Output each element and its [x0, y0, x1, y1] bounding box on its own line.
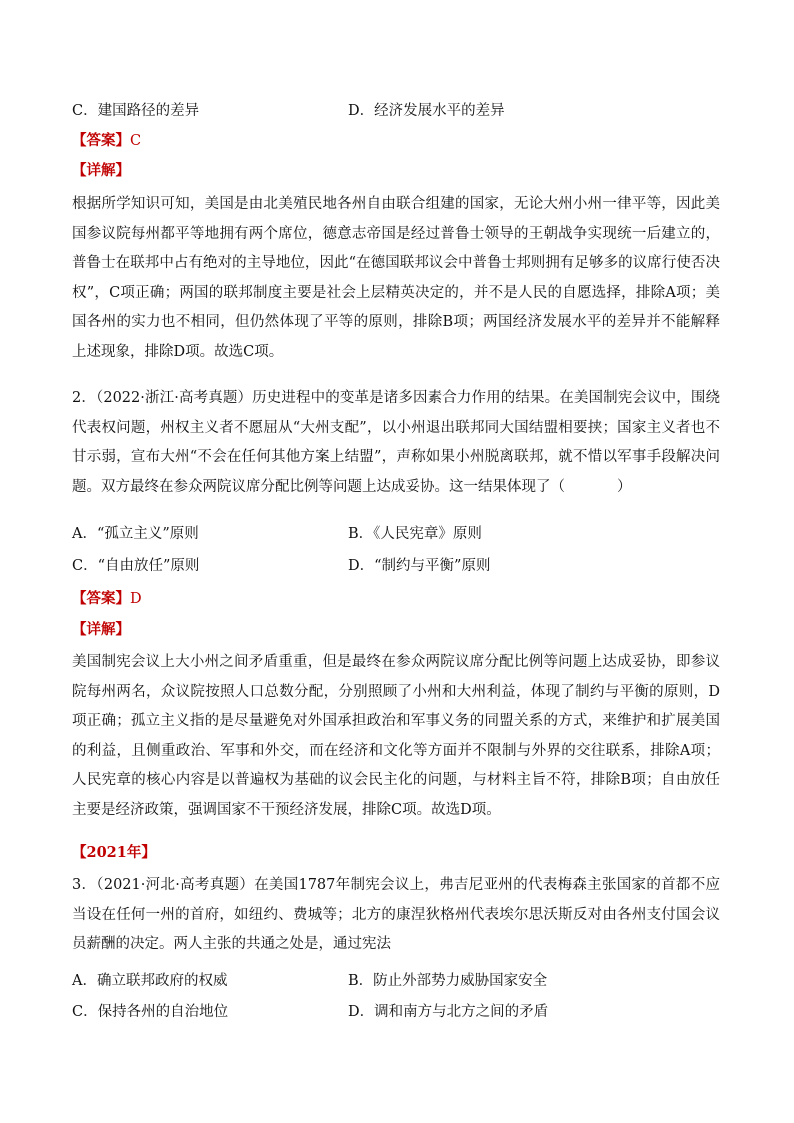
answer-value: C: [130, 133, 142, 149]
q1-option-c: C．建国路径的差异: [72, 103, 200, 119]
q2-answer: [72, 589, 142, 609]
q1-option-d: D．经济发展水平的差异: [348, 103, 505, 119]
q3-option-d: D．调和南方与北方之间的矛盾: [348, 1004, 549, 1020]
q1-detail-text: 根据所学知识可知，美国是由北美殖民地各州自由联合组建的国家，无论大州小州一律平等，因此美国参议院每州都平等地拥有两个席位，德意志帝国是经过普鲁士领导的王朝战争实现统一后建立的，普鲁士在联邦中占有绝对的主导地位，因此“在德国联邦议会中普鲁士邦则拥有足够多的议席行使否决权”，C项正确；两国的联邦制度主要是社会上层精英决定的，并不是人民的自愿选择，排除A项；美国各州的实力也不相同，但仍然体现了平等的原则，排除B项；两国经济发展水平的差异并不能解释上述现象，排除D项。故选C项。: [72, 196, 720, 360]
q1-detail-label: [72, 161, 130, 181]
answer-label: 【答案】: [72, 590, 130, 607]
q2-stem-close: ）: [617, 478, 632, 495]
q2-option-b: B．《人民宪章》原则: [348, 526, 482, 542]
detail-label: 【详解】: [72, 621, 130, 638]
answer-value: D: [130, 591, 142, 607]
q2-option-c: C．“自由放任”原则: [72, 558, 200, 574]
q2-stem-text: 2．（2022·浙江·高考真题）历史进程中的变革是诸多因素合力作用的结果。在美国制宪会议中，围绕代表权问题，州权主义者不愿屈从“大州支配”，以小州退出联邦同大国结盟相要挟；国家主义者也不甘示弱，宣布大州“不会在任何其他方案上结盟”，声称如果小州脱离联邦，就不惜以军事手段解决问题。双方最终在参众两院议席分配比例等问题上达成妥协。这一结果体现了（: [72, 390, 720, 495]
q3-option-a: A．确立联邦政府的权威: [72, 973, 228, 989]
year-heading: [72, 843, 156, 863]
detail-label: 【详解】: [72, 162, 130, 179]
year-label: 【2021年】: [72, 844, 156, 861]
q3-stem: 3．（2021·河北·高考真题）在美国1787年制宪会议上，弗吉尼亚州的代表梅森主张国家的首都不应当设在任何一州的首府，如纽约、费城等；北方的康涅狄格州代表埃尔思沃斯反对由各州支付国会议员薪酬的决定。两人主张的共通之处是，通过宪法: [72, 877, 720, 952]
answer-label: 【答案】: [72, 132, 130, 149]
q2-detail-text: 美国制宪会议上大小州之间矛盾重重，但是最终在参众两院议席分配比例等问题上达成妥协，即参议院每州两名，众议院按照人口总数分配，分别照顾了小州和大州利益，体现了制约与平衡的原则，D项正确；孤立主义指的是尽量避免对外国承担政治和军事义务的同盟关系的方式，来维护和扩展美国的利益，且侧重政治、军事和外交，而在经济和文化等方面并不限制与外界的交往联系，排除A项；人民宪章的核心内容是以普遍权为基础的议会民主化的问题，与材料主旨不符，排除B项；自由放任主要是经济政策，强调国家不干预经济发展，排除C项。故选D项。: [72, 654, 720, 818]
q3-option-b: B．防止外部势力威胁国家安全: [348, 973, 548, 989]
q3-option-c: C．保持各州的自治地位: [72, 1004, 229, 1020]
q2-stem: [72, 384, 720, 502]
q2-option-d: D．“制约与平衡”原则: [348, 558, 491, 574]
q2-option-a: A．“孤立主义”原则: [72, 526, 199, 542]
q2-detail-label: [72, 620, 130, 640]
q1-answer: [72, 131, 141, 151]
